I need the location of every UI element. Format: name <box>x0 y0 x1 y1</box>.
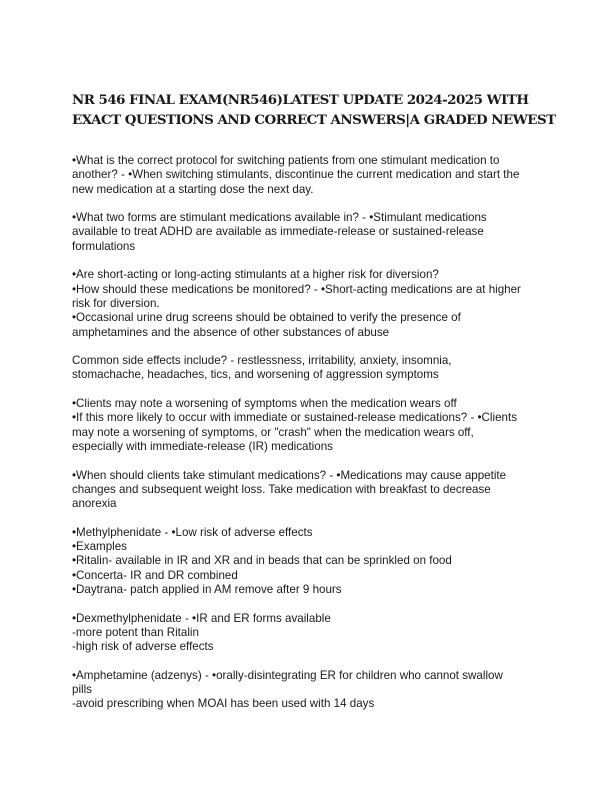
paragraph-methylphenidate <box>72 526 552 597</box>
text-line: •Methylphenidate - •Low risk of adverse effects <box>72 525 313 539</box>
document-body <box>72 154 552 726</box>
title-line: EXACT QUESTIONS AND CORRECT ANSWERS|A GRADED NEWEST <box>72 112 556 128</box>
text-line: •Clients may note a worsening of symptoms when the medication wears off <box>72 397 457 411</box>
text-line: •What is the correct protocol for switching patients from one stimulant medication to <box>72 154 500 167</box>
paragraph-when-to-take <box>72 469 552 512</box>
paragraph-dexmethylphenidate <box>72 612 552 655</box>
text-line: available to treat ADHD are available as immediate-release or sustained-release <box>72 225 484 239</box>
document-title <box>72 90 556 130</box>
text-line: may note a worsening of symptoms, or "crash" when the medication wears off, <box>72 425 474 439</box>
text-line: •How should these medications be monitored? - •Short-acting medications are at higher <box>72 282 521 296</box>
text-line: •Amphetamine (adzenys) - •orally-disintegrating ER for children who cannot swallow <box>72 668 503 682</box>
text-line: amphetamines and the absence of other substances of abuse <box>72 325 390 339</box>
text-line: •Occasional urine drug screens should be obtained to verify the presence of <box>72 311 461 325</box>
text-line: -avoid prescribing when MOAI has been used with 14 days <box>72 697 375 711</box>
paragraph-switching-protocol <box>72 154 552 197</box>
text-line: -more potent than Ritalin <box>72 625 199 639</box>
text-line: •Concerta- IR and DR combined <box>72 568 238 582</box>
paragraph-stimulant-forms <box>72 211 552 254</box>
text-line: •Are short-acting or long-acting stimulants at a higher risk for diversion? <box>72 268 439 282</box>
text-line: -high risk of adverse effects <box>72 640 214 654</box>
text-line: •Dexmethylphenidate - •IR and ER forms available <box>72 611 331 625</box>
paragraph-amphetamine <box>72 669 552 712</box>
paragraph-worsening-symptoms <box>72 397 552 454</box>
text-line: anorexia <box>72 497 117 511</box>
text-line: formulations <box>72 239 136 253</box>
text-line: stomachache, headaches, tics, and worsening of aggression symptoms <box>72 368 439 382</box>
text-line: •If this more likely to occur with immediate or sustained-release medications? - •Clients <box>72 411 517 425</box>
text-line: risk for diversion. <box>72 296 160 310</box>
title-line: NR 546 FINAL EXAM(NR546)LATEST UPDATE 2024-2025 WITH <box>72 92 529 108</box>
paragraph-side-effects <box>72 354 552 383</box>
text-line: new medication at a starting dose the next day. <box>72 182 314 196</box>
text-line: changes and subsequent weight loss. Take medication with breakfast to decrease <box>72 482 491 496</box>
text-line: •What two forms are stimulant medications available in? - •Stimulant medications <box>72 211 487 225</box>
text-line: •Examples <box>72 540 127 554</box>
text-line: another? - •When switching stimulants, discontinue the current medication and start the <box>72 168 520 182</box>
text-line: Common side effects include? - restlessness, irritability, anxiety, insomnia, <box>72 354 452 368</box>
text-line: especially with immediate-release (IR) medications <box>72 439 333 453</box>
text-line: •When should clients take stimulant medications? - •Medications may cause appetite <box>72 468 507 482</box>
text-line: pills <box>72 682 92 696</box>
paragraph-diversion-risk <box>72 268 552 339</box>
text-line: •Daytrana- patch applied in AM remove after 9 hours <box>72 582 342 596</box>
text-line: •Ritalin- available in IR and XR and in beads that can be sprinkled on food <box>72 554 452 568</box>
